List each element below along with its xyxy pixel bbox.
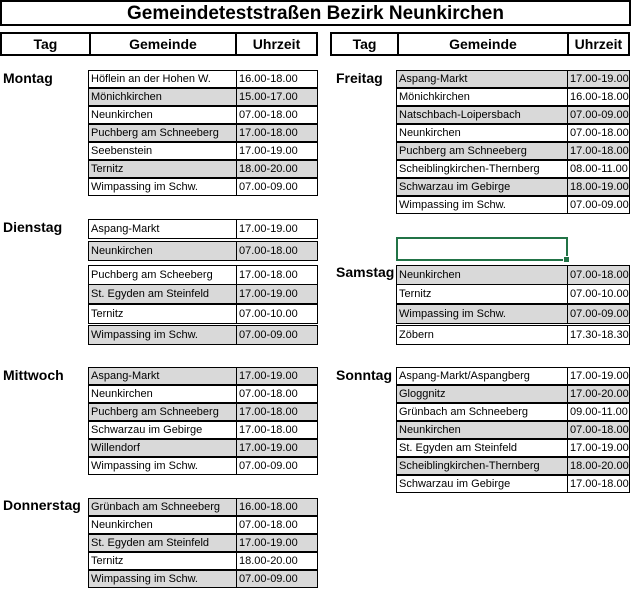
header-uhrzeit[interactable]: Uhrzeit — [567, 34, 628, 54]
uhrzeit-cell[interactable]: 17.00-18.00 — [236, 403, 318, 421]
gemeinde-cell[interactable]: Puchberg am Schneeberg — [88, 403, 237, 421]
day-label[interactable]: Samstag — [336, 264, 395, 280]
gemeinde-cell[interactable]: Neunkirchen — [396, 421, 568, 439]
gemeinde-cell[interactable]: Ternitz — [88, 160, 237, 178]
gemeinde-cell[interactable]: St. Egyden am Steinfeld — [88, 284, 237, 304]
uhrzeit-cell[interactable]: 17.00-18.00 — [567, 475, 630, 493]
gemeinde-cell[interactable]: Wimpassing im Schw. — [88, 178, 237, 196]
day-label[interactable]: Sonntag — [336, 367, 392, 383]
gemeinde-cell[interactable]: Puchberg am Schneeberg — [396, 142, 568, 160]
uhrzeit-cell[interactable]: 08.00-11.00 — [567, 160, 630, 178]
uhrzeit-cell[interactable]: 07.00-09.00 — [236, 178, 318, 196]
uhrzeit-cell[interactable]: 17.00-20.00 — [567, 385, 630, 403]
uhrzeit-cell[interactable]: 17.00-19.00 — [236, 284, 318, 304]
gemeinde-cell[interactable]: Höflein an der Hohen W. — [88, 70, 237, 88]
uhrzeit-cell[interactable]: 17.00-19.00 — [567, 70, 630, 88]
day-label[interactable]: Freitag — [336, 70, 383, 86]
gemeinde-cell[interactable]: St. Egyden am Steinfeld — [88, 534, 237, 552]
uhrzeit-cell[interactable]: 07.00-18.00 — [567, 265, 630, 285]
uhrzeit-cell[interactable]: 17.00-18.00 — [236, 265, 318, 285]
gemeinde-cell[interactable]: Aspang-Markt — [88, 219, 237, 239]
uhrzeit-cell[interactable]: 17.00-19.00 — [236, 142, 318, 160]
gemeinde-cell[interactable]: Aspang-Markt — [396, 70, 568, 88]
gemeinde-cell[interactable]: Neunkirchen — [88, 106, 237, 124]
uhrzeit-cell[interactable]: 18.00-20.00 — [236, 552, 318, 570]
uhrzeit-cell[interactable]: 17.00-19.00 — [236, 534, 318, 552]
left-header-row — [0, 32, 318, 56]
uhrzeit-cell[interactable]: 17.00-19.00 — [567, 439, 630, 457]
gemeinde-cell[interactable]: Aspang-Markt/Aspangberg — [396, 367, 568, 385]
uhrzeit-cell[interactable]: 07.00-18.00 — [236, 241, 318, 261]
gemeinde-cell[interactable]: Ternitz — [396, 284, 568, 304]
gemeinde-cell[interactable]: Neunkirchen — [396, 265, 568, 285]
day-label[interactable]: Mittwoch — [3, 367, 64, 383]
gemeinde-cell[interactable]: Neunkirchen — [88, 241, 237, 261]
uhrzeit-cell[interactable]: 17.00-19.00 — [236, 219, 318, 239]
uhrzeit-cell[interactable]: 18.00-20.00 — [567, 457, 630, 475]
gemeinde-cell[interactable]: Grünbach am Schneeberg — [88, 498, 237, 516]
uhrzeit-cell[interactable]: 07.00-18.00 — [236, 385, 318, 403]
header-gemeinde[interactable]: Gemeinde — [89, 34, 235, 54]
uhrzeit-cell[interactable]: 18.00-19.00 — [567, 178, 630, 196]
gemeinde-cell[interactable]: Neunkirchen — [88, 516, 237, 534]
gemeinde-cell[interactable]: Wimpassing im Schw. — [88, 570, 237, 588]
gemeinde-cell[interactable]: Ternitz — [88, 552, 237, 570]
uhrzeit-cell[interactable]: 07.00-09.00 — [236, 570, 318, 588]
uhrzeit-cell[interactable]: 07.00-18.00 — [236, 516, 318, 534]
uhrzeit-cell[interactable]: 17.00-18.00 — [567, 142, 630, 160]
selected-cell[interactable] — [396, 237, 568, 261]
uhrzeit-cell[interactable]: 07.00-09.00 — [236, 325, 318, 345]
gemeinde-cell[interactable]: Natschbach-Loipersbach — [396, 106, 568, 124]
gemeinde-cell[interactable]: Gloggnitz — [396, 385, 568, 403]
uhrzeit-cell[interactable]: 17.00-19.00 — [236, 439, 318, 457]
day-label[interactable]: Donnerstag — [3, 497, 81, 513]
gemeinde-cell[interactable]: Aspang-Markt — [88, 367, 237, 385]
gemeinde-cell[interactable]: Neunkirchen — [396, 124, 568, 142]
uhrzeit-cell[interactable]: 17.00-19.00 — [236, 367, 318, 385]
header-gemeinde[interactable]: Gemeinde — [397, 34, 567, 54]
gemeinde-cell[interactable]: Zöbern — [396, 325, 568, 345]
gemeinde-cell[interactable]: Mönichkirchen — [88, 88, 237, 106]
sheet-title[interactable]: Gemeindeteststraßen Bezirk Neunkirchen — [0, 0, 631, 26]
header-uhrzeit[interactable]: Uhrzeit — [235, 34, 316, 54]
uhrzeit-cell[interactable]: 17.00-19.00 — [567, 367, 630, 385]
header-tag[interactable]: Tag — [33, 36, 58, 52]
uhrzeit-cell[interactable]: 07.00-10.00 — [567, 284, 630, 304]
uhrzeit-cell[interactable]: 17.00-18.00 — [236, 421, 318, 439]
uhrzeit-cell[interactable]: 07.00-09.00 — [236, 457, 318, 475]
gemeinde-cell[interactable]: Scheiblingkirchen-Thernberg — [396, 457, 568, 475]
gemeinde-cell[interactable]: Wimpassing im Schw. — [88, 325, 237, 345]
uhrzeit-cell[interactable]: 16.00-18.00 — [236, 498, 318, 516]
uhrzeit-cell[interactable]: 07.00-09.00 — [567, 304, 630, 324]
gemeinde-cell[interactable]: Schwarzau im Gebirge — [396, 178, 568, 196]
gemeinde-cell[interactable]: Seebenstein — [88, 142, 237, 160]
uhrzeit-cell[interactable]: 07.00-10.00 — [236, 304, 318, 324]
uhrzeit-cell[interactable]: 17.30-18.30 — [567, 325, 630, 345]
gemeinde-cell[interactable]: Schwarzau im Gebirge — [88, 421, 237, 439]
uhrzeit-cell[interactable]: 07.00-18.00 — [567, 124, 630, 142]
header-tag[interactable]: Tag — [352, 36, 377, 52]
uhrzeit-cell[interactable]: 16.00-18.00 — [567, 88, 630, 106]
gemeinde-cell[interactable]: Ternitz — [88, 304, 237, 324]
uhrzeit-cell[interactable]: 17.00-18.00 — [236, 124, 318, 142]
gemeinde-cell[interactable]: Wimpassing im Schw. — [88, 457, 237, 475]
uhrzeit-cell[interactable]: 07.00-09.00 — [567, 196, 630, 214]
gemeinde-cell[interactable]: Scheiblingkirchen-Thernberg — [396, 160, 568, 178]
gemeinde-cell[interactable]: St. Egyden am Steinfeld — [396, 439, 568, 457]
uhrzeit-cell[interactable]: 07.00-18.00 — [236, 106, 318, 124]
uhrzeit-cell[interactable]: 18.00-20.00 — [236, 160, 318, 178]
gemeinde-cell[interactable]: Puchberg am Scheeberg — [88, 265, 237, 285]
gemeinde-cell[interactable]: Wimpassing im Schw. — [396, 304, 568, 324]
day-label[interactable]: Montag — [3, 70, 53, 86]
uhrzeit-cell[interactable]: 07.00-18.00 — [567, 421, 630, 439]
gemeinde-cell[interactable]: Puchberg am Schneeberg — [88, 124, 237, 142]
gemeinde-cell[interactable]: Grünbach am Schneeberg — [396, 403, 568, 421]
uhrzeit-cell[interactable]: 15.00-17.00 — [236, 88, 318, 106]
day-label[interactable]: Dienstag — [3, 219, 63, 235]
right-header-row — [330, 32, 630, 56]
gemeinde-cell[interactable]: Willendorf — [88, 439, 237, 457]
uhrzeit-cell[interactable]: 09.00-11.00 — [567, 403, 630, 421]
uhrzeit-cell[interactable]: 07.00-09.00 — [567, 106, 630, 124]
uhrzeit-cell[interactable]: 16.00-18.00 — [236, 70, 318, 88]
gemeinde-cell[interactable]: Neunkirchen — [88, 385, 237, 403]
gemeinde-cell[interactable]: Wimpassing im Schw. — [396, 196, 568, 214]
gemeinde-cell[interactable]: Mönichkirchen — [396, 88, 568, 106]
gemeinde-cell[interactable]: Schwarzau im Gebirge — [396, 475, 568, 493]
